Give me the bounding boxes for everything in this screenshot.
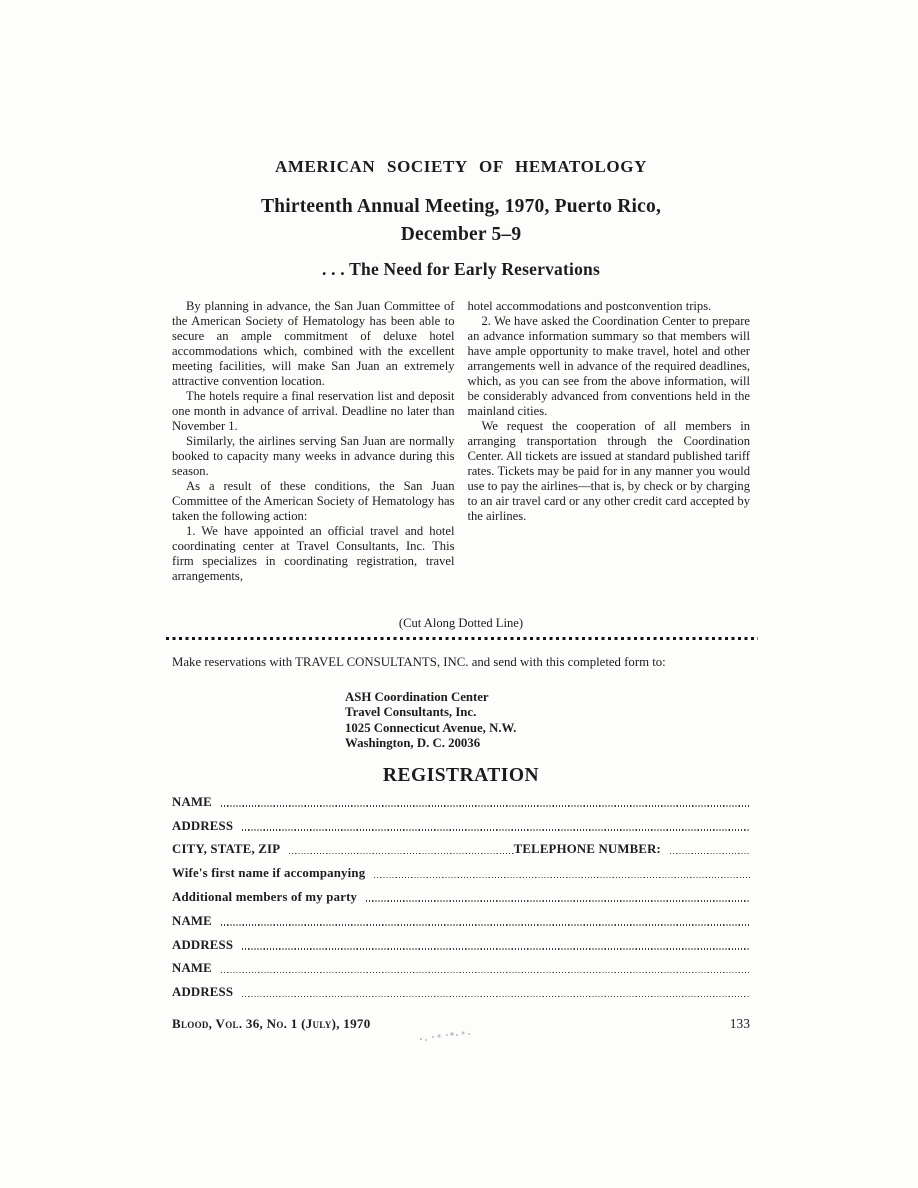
dotted-field-line [289,853,513,855]
dotted-field-line [221,924,750,926]
field-label: Additional members of my party [172,889,358,904]
pencil-smudge [420,1032,422,1034]
field-label: ADDRESS [172,818,234,833]
field-label: NAME [172,913,212,928]
registration-form [172,788,750,1002]
paragraph: Similarly, the airlines serving San Juan are normally booked to capacity many weeks in advance during this season. [172,434,455,478]
dotted-field-line [221,972,750,974]
form-row-name-3 [172,955,750,979]
form-row-city-state-zip [172,836,750,860]
reservation-instructions: Make reservations with TRAVEL CONSULTANTS, INC. and send with this completed form to: [172,655,666,669]
field-label-telephone: TELEPHONE NUMBER: [513,842,661,857]
paragraph: 2. We have asked the Coordination Center to prepare an advance information summary so that members will have ample opportunity to make travel, hotel and other arrangements well in advance of the required deadlines, which, as you can see from the above information, will be considerably advanced from conventions held in the mainland cities. [467,314,750,418]
mailing-address-line: ASH Coordination Center [345,690,489,704]
meeting-subtitle-line2: December 5–9 [400,224,522,245]
section-heading: . . . The Need for Early Reservations [322,259,600,279]
paragraph: The hotels require a final reservation list and deposit one month in advance of arrival. Deadline no later than November 1. [172,389,455,433]
mailing-address [345,690,516,751]
field-label: Wife's first name if accompanying [172,866,366,881]
field-label: ADDRESS [172,937,234,952]
dotted-field-line [221,805,750,807]
dotted-field-line [242,996,750,998]
paragraph: hotel accommodations and postconvention trips. [467,299,712,313]
field-label: CITY, STATE, ZIP [172,842,281,857]
page-number: 133 [729,1016,750,1031]
article-body [172,299,750,584]
form-row-address-1 [172,812,750,836]
form-row-wife-name [172,859,750,883]
paragraph: As a result of these conditions, the San Juan Committee of the American Society of Hematology has taken the following action: [172,479,455,523]
dotted-cut-line [166,637,758,640]
dotted-field-line [374,877,750,879]
mailing-address-line: Travel Consultants, Inc. [345,705,477,720]
field-label: NAME [172,961,212,976]
dotted-field-line [366,900,750,902]
article-left-column [172,299,455,584]
page-content [172,0,750,1188]
form-row-address-2 [172,931,750,955]
registration-heading: REGISTRATION [382,765,540,786]
dotted-field-line [670,853,750,855]
page-footer [172,1016,750,1032]
form-row-address-3 [172,978,750,1002]
field-label: NAME [172,794,212,809]
journal-citation: Blood, Vol. 36, No. 1 (July), 1970 [172,1016,371,1031]
mailing-address-line: Washington, D. C. 20036 [345,735,481,750]
mailing-address-line: 1025 Connecticut Avenue, N.W. [345,720,517,735]
meeting-subtitle [172,193,750,249]
dotted-field-line [242,948,750,950]
dotted-field-line [242,829,750,831]
paragraph: By planning in advance, the San Juan Committee of the American Society of Hematology has been able to secure an ample commitment of deluxe hotel accommodations which, combined with the excellent meeting facilities, will make San Juan an extremely attractive convention location. [172,299,455,388]
paragraph: We request the cooperation of all members in arranging transportation through the Coordination Center. All tickets are issued at standard published tariff rates. Tickets may be paid for in any manner you would use to pay the airlines—that is, by check or by charging to an air travel card or any other credit card accepted by the airlines. [467,419,750,523]
article-right-column [468,299,751,584]
field-label: ADDRESS [172,985,234,1000]
form-row-name-2 [172,907,750,931]
form-row-additional-members [172,883,750,907]
form-row-name-1 [172,788,750,812]
page-title: AMERICAN SOCIETY OF HEMATOLOGY [275,157,647,176]
meeting-subtitle-line1: Thirteenth Annual Meeting, 1970, Puerto Rico, [260,196,662,217]
paragraph: 1. We have appointed an official travel and hotel coordinating center at Travel Consultants, Inc. This firm specializes in coordinating registration, travel arrangements, [172,524,455,583]
cut-line-label: (Cut Along Dotted Line) [398,616,524,630]
